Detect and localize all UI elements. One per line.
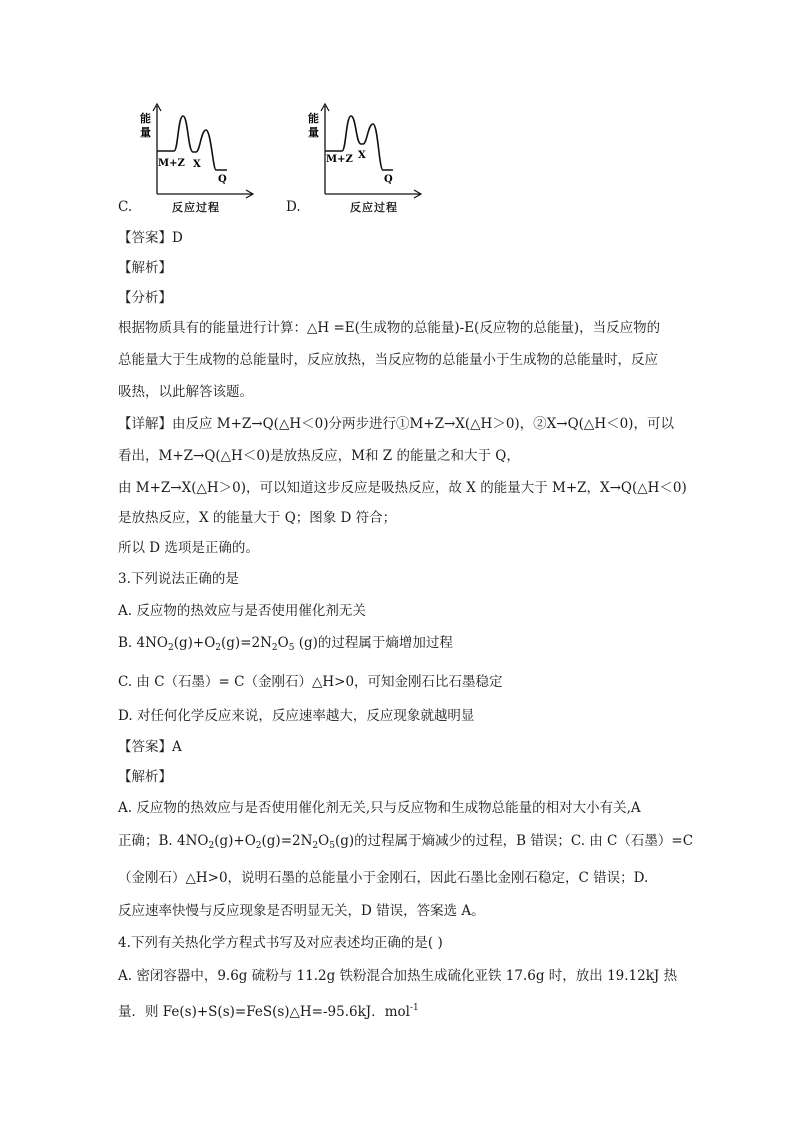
q3-option-a: A. 反应物的热效应与是否使用催化剂无关: [118, 603, 366, 619]
text-run: O: [277, 635, 289, 651]
subscript: 2: [167, 643, 174, 653]
text-run: (g)=2N: [221, 635, 272, 651]
q2-fenxi-line: 根据物质具有的能量进行计算：△H =E(生成物的总能量)-E(反应物的总能量)，当反应物的: [118, 320, 661, 336]
subscript: 5: [288, 643, 295, 653]
product-label: Q: [218, 174, 227, 185]
text-run: (g)+O: [214, 833, 256, 849]
figure-c-option-label: C.: [118, 199, 133, 215]
text-run: (g)的过程属于熵减少的过程，B 错误；C. 由 C（石墨）=C: [334, 833, 694, 849]
q2-fenxi-heading: 【分析】: [118, 290, 172, 306]
q2-answer: 【答案】D: [118, 230, 183, 246]
q3-option-d: D. 对任何化学反应来说，反应速率越大，反应现象就越明显: [118, 708, 475, 724]
q2-analysis-heading: 【解析】: [118, 260, 172, 276]
q2-detail-line: 是放热反应，X 的能量大于 Q；图象 D 符合；: [118, 510, 397, 526]
y-axis-label-bottom: 量: [308, 126, 319, 139]
q4-stem: 4.下列有关热化学方程式书写及对应表述均正确的是( ): [118, 935, 443, 951]
start-label: M+Z: [158, 158, 185, 169]
subscript: 2: [312, 841, 319, 851]
q2-detail-line: 看出，M+Z→Q(△H＜0)是放热反应，M和 Z 的能量之和大于 Q，: [118, 448, 520, 464]
text-run: (g)=2N: [261, 833, 313, 849]
q4-option-a-line: [118, 998, 419, 1022]
figure-d-option-label: D.: [286, 199, 301, 215]
q3-analysis-line: [118, 831, 693, 856]
y-axis-label-top: 能: [140, 112, 151, 125]
figure-c-x-axis-label: 反应过程: [172, 201, 220, 214]
q3-analysis-line: （金刚石）△H>0，说明石墨的总能量小于金刚石，因此石墨比金刚石稳定，C 错误；D.: [118, 870, 649, 886]
text-run: 量．则 Fe(s)+S(s)=FeS(s)△H=-95.6kJ．mol: [118, 1004, 410, 1020]
q2-fenxi-line: 总能量大于生成物的总能量时，反应放热，当反应物的总能量小于生成物的总能量时，反应: [118, 352, 658, 368]
text-run: (g)的过程属于熵增加过程: [294, 635, 453, 651]
q3-analysis-heading: 【解析】: [118, 769, 172, 785]
product-label: Q: [384, 174, 393, 185]
q3-option-b: [118, 633, 453, 658]
q3-option-c: C. 由 C（石墨）= C（金刚石）△H>0，可知金刚石比石墨稳定: [118, 674, 503, 690]
subscript: 2: [271, 643, 278, 653]
figure-d-x-axis-label: 反应过程: [350, 201, 398, 214]
text-run: B. 4NO: [118, 635, 168, 651]
subscript: 2: [215, 643, 222, 653]
q2-detail-line: 所以 D 选项是正确的。: [118, 540, 259, 556]
q3-answer: 【答案】A: [118, 739, 182, 755]
subscript: 2: [255, 841, 262, 851]
y-axis-label-bottom: 量: [140, 126, 151, 139]
subscript: 5: [329, 841, 335, 851]
subscript: 2: [208, 841, 215, 851]
intermediate-label: X: [193, 159, 201, 170]
q2-detail-line: 由 M+Z→X(△H＞0)，可以知道这步反应是吸热反应，故 X 的能量大于 M+Z，X→Q(△H＜0): [118, 480, 687, 496]
intermediate-label: X: [358, 150, 366, 161]
q3-analysis-line: 反应速率快慢与反应现象是否明显无关，D 错误，答案选 A。: [118, 903, 485, 919]
start-label: M+Z: [326, 154, 353, 165]
q3-analysis-line: A. 反应物的热效应与是否使用催化剂无关,只与反应物和生成物总能量的相对大小有关,A: [118, 800, 641, 816]
text-run: 正确；B. 4NO: [118, 833, 209, 849]
y-axis-label-top: 能: [308, 112, 319, 125]
q2-detail-line: 【详解】由反应 M+Z→Q(△H＜0)分两步进行①M+Z→X(△H＞0)，②X→Q(△H＜0)，可以: [118, 416, 674, 432]
text-run: O: [318, 833, 330, 849]
superscript: -1: [409, 1003, 419, 1013]
q4-option-a-line: A. 密闭容器中，9.6g 硫粉与 11.2g 铁粉混合加热生成硫化亚铁 17.6g 时，放出 19.12kJ 热: [118, 968, 678, 984]
q3-stem: 3.下列说法正确的是: [118, 571, 239, 587]
q2-fenxi-line: 吸热，以此解答该题。: [118, 384, 253, 400]
text-run: (g)+O: [173, 635, 216, 651]
